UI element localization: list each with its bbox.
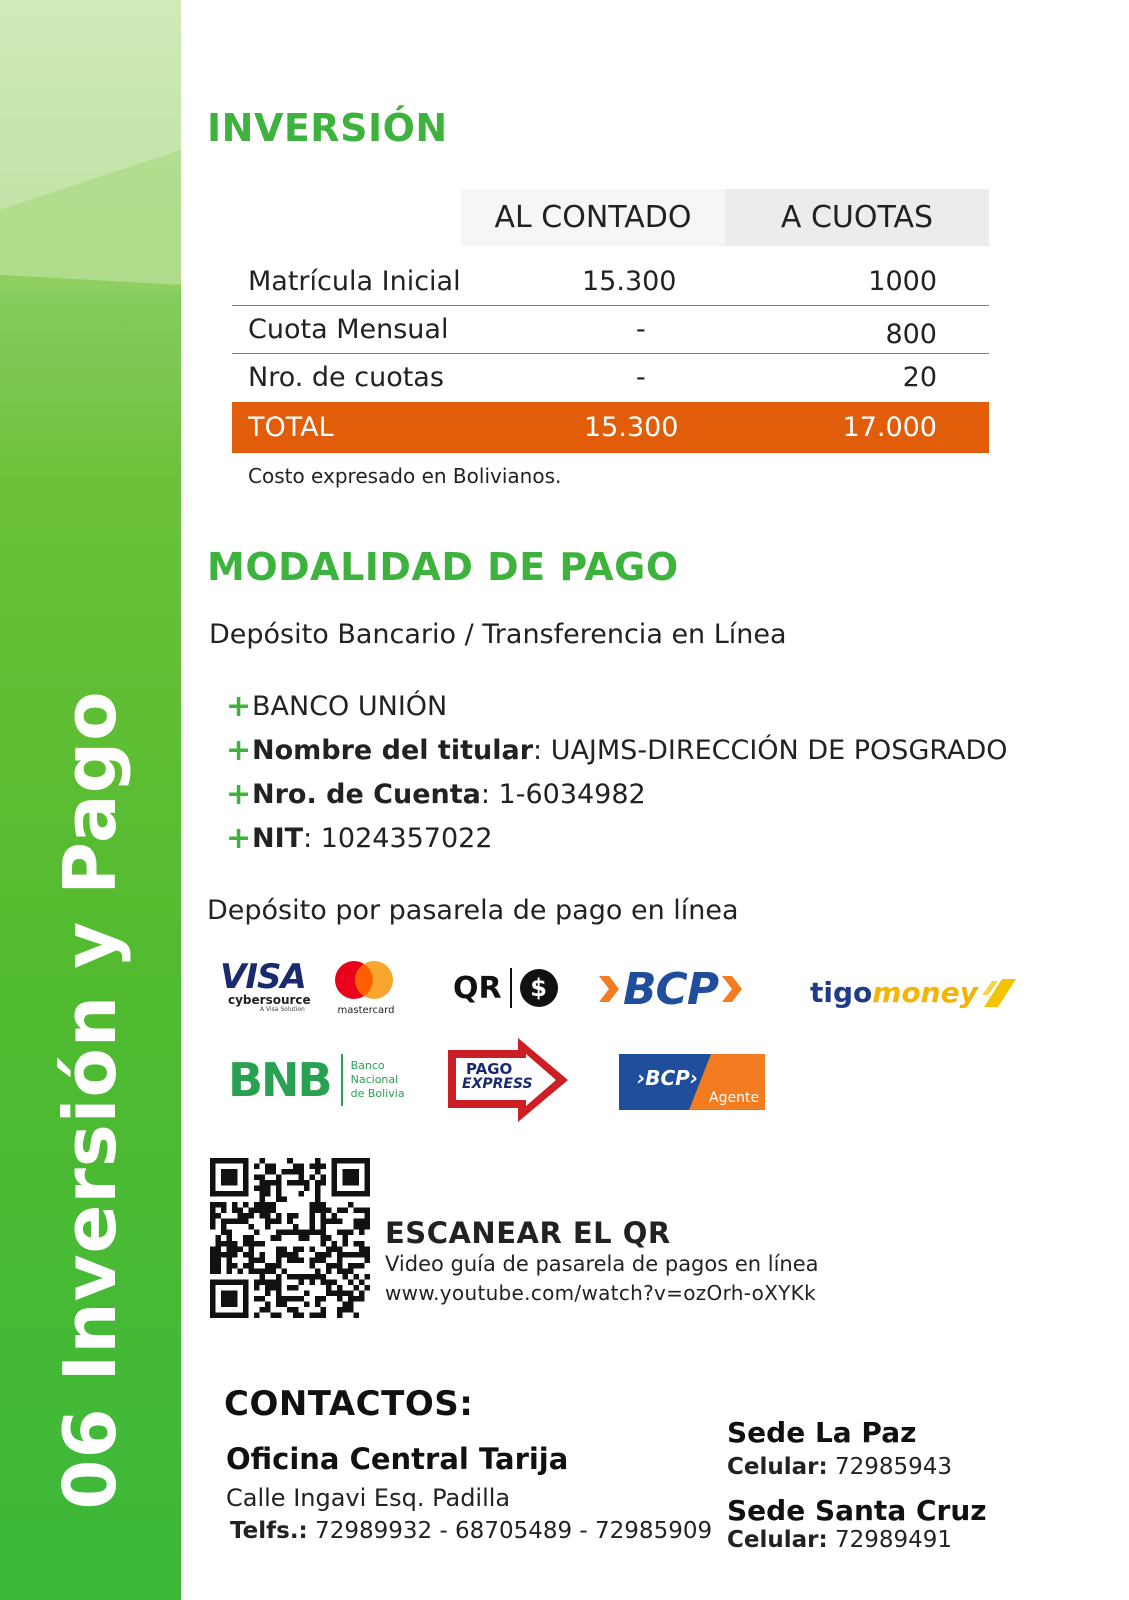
video-url-link[interactable]: www.youtube.com/watch?v=ozOrh-oXYKk [385, 1281, 816, 1305]
visa-wordmark: VISA [220, 957, 306, 997]
section-number: 06 [48, 1407, 132, 1510]
visa-solution-text: A Visa Solution [260, 1006, 305, 1013]
table-row [232, 306, 989, 354]
bnb-wordmark: BNB [228, 1053, 331, 1107]
sidebar-band [0, 0, 181, 1600]
bcp-agente-brand: BCP [645, 1066, 690, 1090]
tel-value: 72989932 - 68705489 - 72985909 [307, 1518, 713, 1544]
row-contado: - [636, 314, 646, 345]
cybersource-wordmark: cybersource [228, 993, 311, 1007]
plus-icon: + [226, 776, 252, 812]
bcp-chevron-right-icon [720, 974, 744, 1004]
row-cuotas: 1000 [868, 266, 937, 297]
row-label: Nro. de cuotas [248, 362, 444, 393]
bnb-line: Nacional [350, 1073, 399, 1086]
money-wordmark: money [872, 975, 978, 1009]
cel-value: 72985943 [827, 1454, 953, 1480]
sidebar-section-title [48, 690, 132, 1509]
bcp-agente-wordmark: ›BCP› [637, 1066, 699, 1090]
cel-value: 72989491 [827, 1527, 953, 1553]
row-label: Cuota Mensual [248, 314, 449, 345]
bank-details-list [226, 684, 1008, 860]
cuenta-value: : 1-6034982 [480, 778, 646, 810]
sede-santa-cruz-cel [727, 1527, 952, 1553]
col-header-contado: AL CONTADO [461, 189, 725, 246]
office-address: Calle Ingavi Esq. Padilla [226, 1484, 511, 1512]
currency-note: Costo expresado en Bolivianos. [248, 464, 562, 488]
bnb-logo [228, 1052, 405, 1108]
visa-cybersource-logo [220, 957, 312, 1016]
total-row [232, 402, 989, 453]
mastercard-circles-icon [330, 960, 402, 1002]
dollar-icon: $ [520, 969, 558, 1007]
row-contado: 15.300 [582, 266, 677, 297]
express-wordmark: EXPRESS [462, 1076, 533, 1092]
tigo-money-logo [810, 970, 1018, 1014]
section-name: Inversión y Pago [48, 690, 132, 1382]
bcp-agente-logo [619, 1054, 765, 1110]
office-name: Oficina Central Tarija [226, 1442, 569, 1476]
agente-label: Agente [709, 1090, 760, 1106]
titular-label: Nombre del titular [252, 734, 534, 766]
office-phones [230, 1518, 712, 1544]
mastercard-wordmark: mastercard [337, 1005, 395, 1016]
bnb-line: de Bolivia [350, 1087, 405, 1100]
tigo-wordmark: tigo [810, 975, 873, 1009]
titular-value: : UAJMS-DIRECCIÓN DE POSGRADO [533, 734, 1008, 766]
total-contado: 15.300 [584, 412, 679, 443]
sede-santa-cruz-name: Sede Santa Cruz [727, 1494, 987, 1527]
cel-label: Celular: [727, 1527, 828, 1553]
row-contado: - [636, 362, 646, 393]
qr-payment-logo [453, 966, 558, 1010]
scan-subtitle: Video guía de pasarela de pagos en línea [385, 1252, 819, 1276]
pasarela-heading: Depósito por pasarela de pago en línea [207, 895, 739, 926]
bank-name: BANCO UNIÓN [252, 690, 448, 722]
bcp-logo [597, 964, 744, 1014]
nit-label: NIT [252, 822, 304, 854]
scan-title: ESCANEAR EL QR [385, 1216, 671, 1250]
pago-wordmark: PAGO [466, 1060, 513, 1078]
col-header-cuotas: A CUOTAS [725, 189, 989, 246]
total-label: TOTAL [248, 412, 334, 443]
deposito-bancario: Depósito Bancario / Transferencia en Línea [209, 619, 787, 650]
list-item [226, 772, 1008, 816]
plus-icon: + [226, 820, 252, 856]
row-label: Matrícula Inicial [248, 266, 461, 297]
sidebar-facet-decoration [0, 0, 181, 290]
bnb-full-name [351, 1059, 405, 1101]
plus-icon: + [226, 732, 252, 768]
mastercard-logo [330, 960, 402, 1016]
row-cuotas: 800 [885, 319, 937, 350]
qr-code-image [210, 1158, 370, 1318]
contactos-heading: CONTACTOS: [224, 1384, 474, 1424]
pago-express-logo [446, 1036, 570, 1124]
inversion-heading: INVERSIÓN [207, 106, 448, 150]
table-row [232, 354, 989, 401]
list-item [226, 728, 1008, 772]
qr-wordmark: QR [453, 970, 502, 1006]
modalidad-heading: MODALIDAD DE PAGO [207, 545, 679, 589]
sede-la-paz-cel [727, 1454, 952, 1480]
bnb-divider [341, 1054, 343, 1106]
bcp-wordmark: BCP [623, 963, 719, 1015]
qr-divider [510, 968, 512, 1008]
total-cuotas: 17.000 [842, 412, 937, 443]
cuenta-label: Nro. de Cuenta [252, 778, 481, 810]
table-row [232, 258, 989, 306]
plus-icon: + [226, 688, 252, 724]
tel-label: Telfs.: [230, 1518, 308, 1544]
bnb-line: Banco [350, 1059, 385, 1072]
nit-value: : 1024357022 [303, 822, 493, 854]
list-item [226, 816, 1008, 860]
bcp-chevron-left-icon [597, 974, 621, 1004]
cel-label: Celular: [727, 1454, 828, 1480]
money-swoosh-icon [978, 975, 1018, 1009]
sede-la-paz-name: Sede La Paz [727, 1416, 917, 1449]
list-item [226, 684, 1008, 728]
row-cuotas: 20 [902, 362, 937, 393]
